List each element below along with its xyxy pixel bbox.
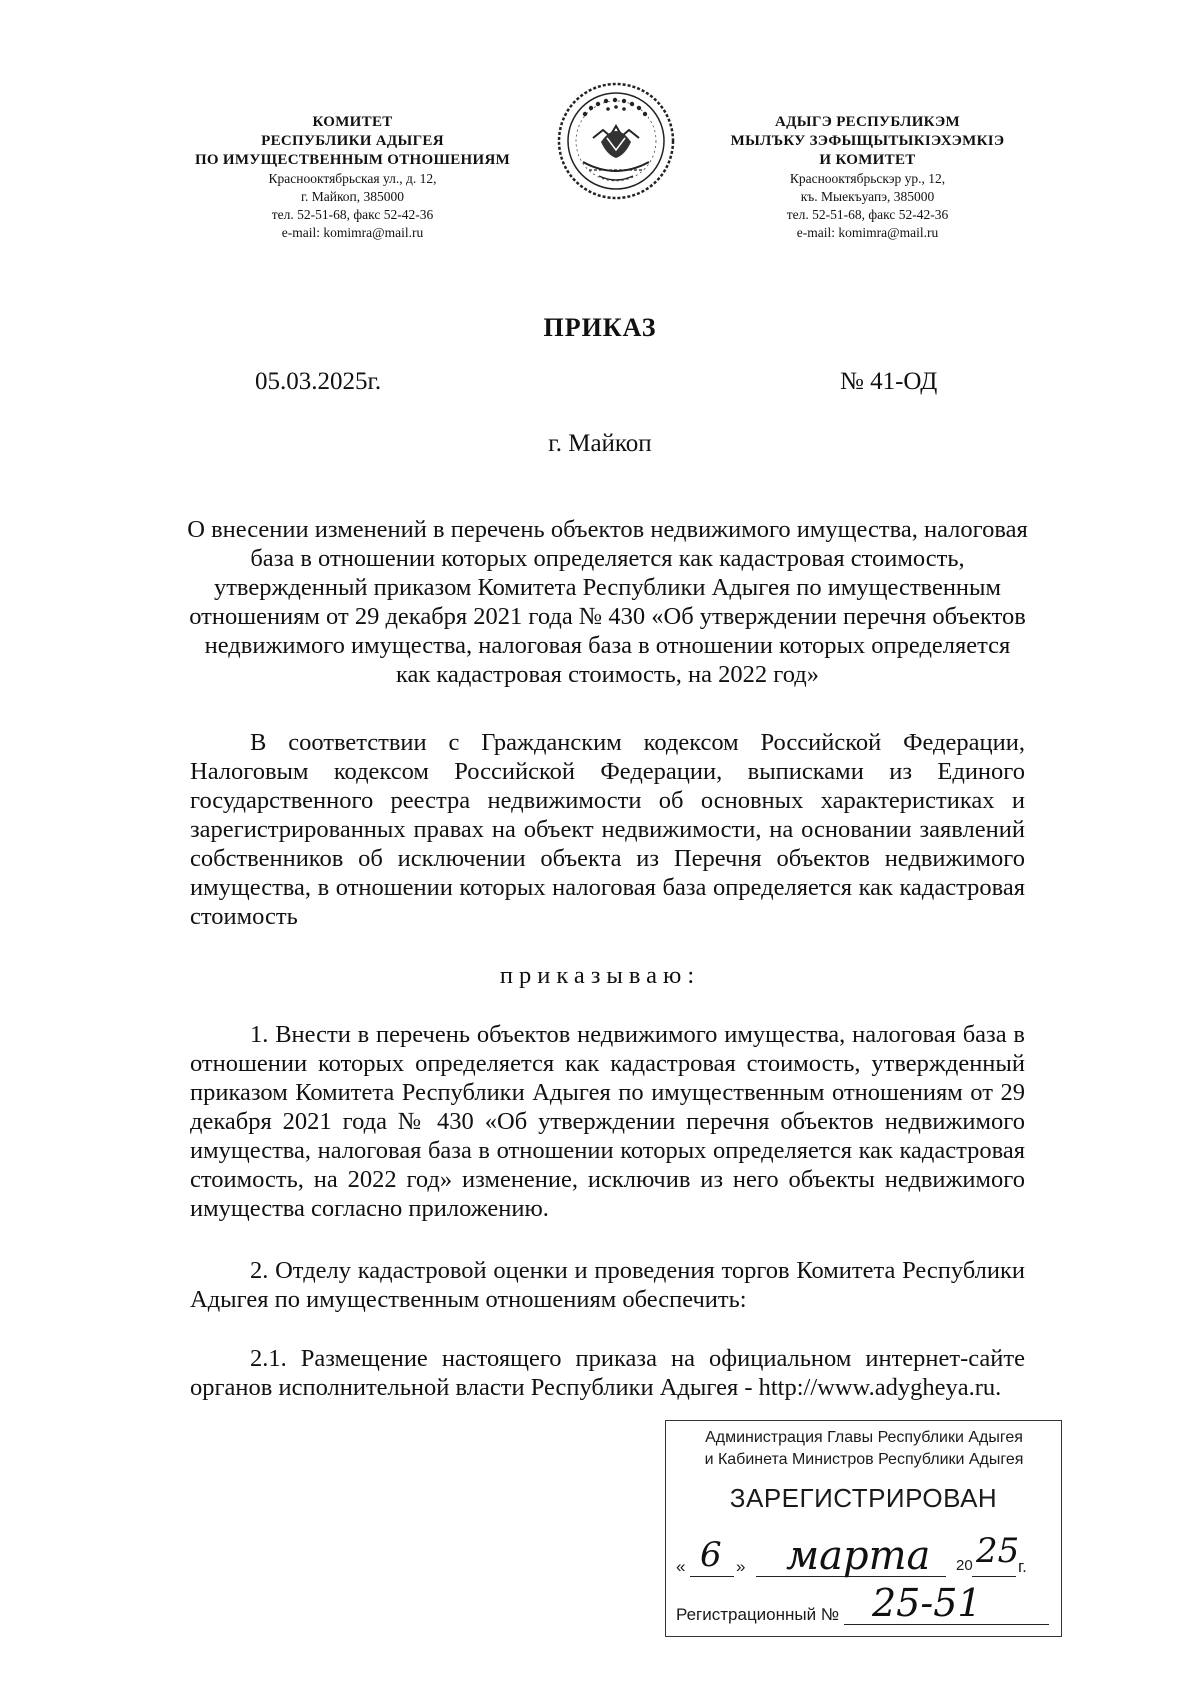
- stamp-registered: ЗАРЕГИСТРИРОВАН: [729, 1483, 998, 1513]
- coat-of-arms-emblem-icon: [555, 80, 677, 202]
- stamp-reg-number-handwritten: 25-51: [872, 1581, 982, 1625]
- stamp-quote-open: «: [676, 1557, 686, 1576]
- registration-stamp: [665, 1420, 1062, 1637]
- document-subject: О внесении изменений в перечень объектов недвижимого имущества, налоговая база в отношении которых определяется как кадастровая стоимость, утвержденный приказом Комитета Республики Адыгея по имущественным отношениям от 29 декабря 2021 года № 430 «Об утверждении перечня объектов недвижимого имущества, налоговая база в отношении которых определяется как кадастровая стоимость, на 2022 год»: [187, 516, 1028, 688]
- header-left-email: e-mail: komimra@mail.ru: [281, 225, 424, 240]
- document-date: 05.03.2025г.: [255, 368, 382, 395]
- header-right-email: e-mail: komimra@mail.ru: [796, 225, 939, 240]
- stamp-year-mark: г.: [1018, 1557, 1027, 1576]
- header-right-line2: МЫЛЪКУ ЗЭФЫЩЫТЫКIЭХЭМКIЭ: [730, 133, 1005, 149]
- stamp-org-line2: и Кабинета Министров Республики Адыгея: [704, 1451, 1024, 1468]
- document-decree: приказываю:: [499, 962, 701, 989]
- document-preamble: В соответствии с Гражданским кодексом Российской Федерации, Налоговым кодексом Российской Федерации, выписками из Единого государственного реестра недвижимости об основных характеристиках и зарегистрированных правах на объект недвижимости, на основании заявлений собственников об исключении объекта из Перечня объектов недвижимого имущества, в отношении которых налоговая база определяется как кадастровая стоимость: [190, 729, 1025, 930]
- header-left-line2: РЕСПУБЛИКИ АДЫГЕЯ: [261, 133, 444, 149]
- header-left-block: [150, 113, 555, 242]
- header-left-line1: КОМИТЕТ: [312, 114, 393, 130]
- header-left-line3: ПО ИМУЩЕСТВЕННЫМ ОТНОШЕНИЯМ: [194, 152, 511, 168]
- document-item-2: 2. Отделу кадастровой оценки и проведения торгов Комитета Республики Адыгея по имущественным отношениям обеспечить:: [190, 1257, 1025, 1313]
- stamp-year-prefix: 20: [956, 1557, 973, 1574]
- stamp-reg-label: Регистрационный №: [676, 1605, 840, 1624]
- header-left-phone: тел. 52-51-68, факс 52-42-36: [271, 207, 434, 222]
- header-right-line1: АДЫГЭ РЕСПУБЛИКЭМ: [775, 114, 960, 130]
- document-number: № 41-ОД: [840, 368, 938, 395]
- stamp-quote-close: »: [736, 1557, 746, 1576]
- stamp-day-line: [690, 1576, 734, 1577]
- header-right-block: [690, 113, 1045, 242]
- stamp-year-line: [972, 1576, 1016, 1577]
- header-right-line3: И КОМИТЕТ: [819, 152, 916, 168]
- document-item-1: 1. Внести в перечень объектов недвижимого имущества, налоговая база в отношении которых определяется как кадастровая стоимость, утвержденный приказом Комитета Республики Адыгея по имущественным отношениям от 29 декабря 2021 года № 430 «Об утверждении перечня объектов недвижимого имущества, налоговая база в отношении которых определяется как кадастровая стоимость, на 2022 год» изменение, исключив из него объекты недвижимого имущества согласно приложению.: [190, 1021, 1025, 1222]
- header-left-city: г. Майкоп, 385000: [300, 189, 405, 204]
- header-right-city: къ. Мыекъуапэ, 385000: [800, 189, 935, 204]
- document-city: г. Майкоп: [548, 430, 652, 457]
- header-right-address: Краснооктябрьскэр ур., 12,: [789, 171, 946, 186]
- document-item-2-1: 2.1. Размещение настоящего приказа на официальном интернет-сайте органов исполнительной власти Республики Адыгея - http://www.adygheya.ru.: [190, 1345, 1025, 1401]
- stamp-org-line1: Администрация Главы Республики Адыгея: [705, 1429, 1023, 1446]
- document-title: ПРИКАЗ: [543, 313, 657, 342]
- header-left-address: Краснооктябрьская ул., д. 12,: [268, 171, 437, 186]
- stamp-year-handwritten: 25: [976, 1531, 1020, 1571]
- stamp-day-handwritten: 6: [700, 1535, 722, 1575]
- header-right-phone: тел. 52-51-68, факс 52-42-36: [786, 207, 949, 222]
- stamp-month-handwritten: марта: [786, 1533, 931, 1579]
